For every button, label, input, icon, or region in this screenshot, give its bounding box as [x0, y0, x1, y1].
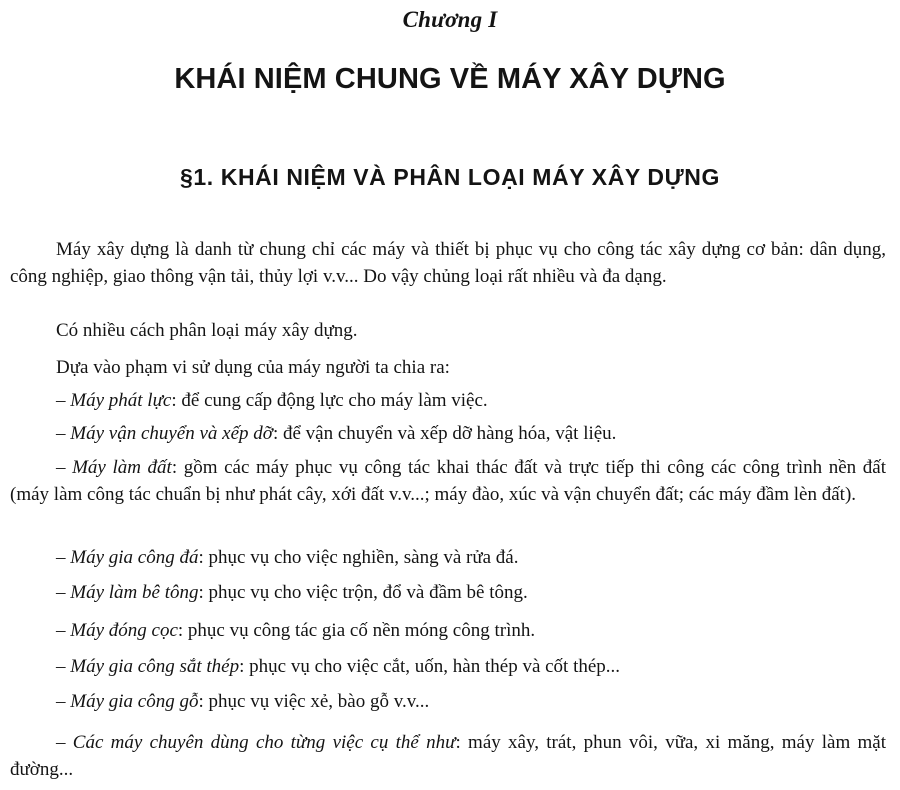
scope-paragraph: Dựa vào phạm vi sử dụng của máy người ta chia ra:: [56, 357, 450, 378]
list-item: [10, 454, 886, 508]
list-item-text: : để cung cấp động lực cho máy làm việc.: [171, 390, 488, 411]
list-item-label: – Máy gia công đá: [56, 547, 199, 568]
intro-paragraph: Máy xây dựng là danh từ chung chỉ các máy và thiết bị phục vụ cho công tác xây dựng cơ bản: dân dụng, công nghiệp, giao thông vận tải, thủy lợi v.v... Do vậy chủng loại rất nhiều và đa dạng.: [10, 239, 886, 287]
chapter-heading: Chương I: [402, 7, 498, 32]
list-item: [10, 688, 886, 715]
list-item: [10, 617, 886, 644]
list-item-text: : máy xây, trát, phun vôi, vữa, xi măng, máy làm mặt đường...: [10, 732, 886, 780]
list-item-text: : phục vụ cho việc trộn, đổ và đầm bê tông.: [198, 582, 528, 603]
list-item-label: – Máy phát lực: [56, 390, 172, 411]
list-item: [10, 653, 886, 680]
list-item: [10, 579, 886, 606]
list-item: [10, 729, 886, 783]
list-item-label: – Máy gia công sắt thép: [56, 656, 240, 677]
list-item-label: – Máy đóng cọc: [56, 620, 178, 641]
list-item: [10, 544, 886, 571]
list-item-label: – Các máy chuyên dùng cho từng việc cụ thể như: [56, 732, 456, 753]
list-item-text: : gồm các máy phục vụ công tác khai thác đất và trực tiếp thi công các công trình nền đất (máy làm công tác chuẩn bị như phát cây, xới đất v.v...; máy đào, xúc và vận chuyển đất; các máy đầm lèn đất).: [10, 457, 886, 505]
list-item-label: – Máy làm bê tông: [56, 582, 199, 603]
list-item-text: : phục vụ cho việc cắt, uốn, hàn thép và cốt thép...: [239, 656, 621, 677]
list-item-label: – Máy làm đất: [56, 457, 172, 478]
list-item: [10, 387, 886, 414]
list-item-text: : phục vụ cho việc nghiền, sàng và rửa đá.: [198, 547, 519, 568]
section-heading: §1. KHÁI NIỆM VÀ PHÂN LOẠI MÁY XÂY DỰNG: [179, 164, 721, 190]
list-item-text: : phục vụ công tác gia cố nền móng công trình.: [177, 620, 536, 641]
list-item: [10, 420, 886, 447]
list-item-label: – Máy vận chuyển và xếp dỡ: [56, 423, 273, 444]
list-item-text: : phục vụ việc xẻ, bào gỗ v.v...: [198, 691, 430, 712]
list-item-label: – Máy gia công gỗ: [56, 691, 199, 712]
classification-paragraph: Có nhiều cách phân loại máy xây dựng.: [56, 320, 358, 341]
chapter-title: KHÁI NIỆM CHUNG VỀ MÁY XÂY DỰNG: [174, 63, 726, 95]
list-item-text: : để vận chuyển và xếp dỡ hàng hóa, vật liệu.: [272, 423, 617, 444]
